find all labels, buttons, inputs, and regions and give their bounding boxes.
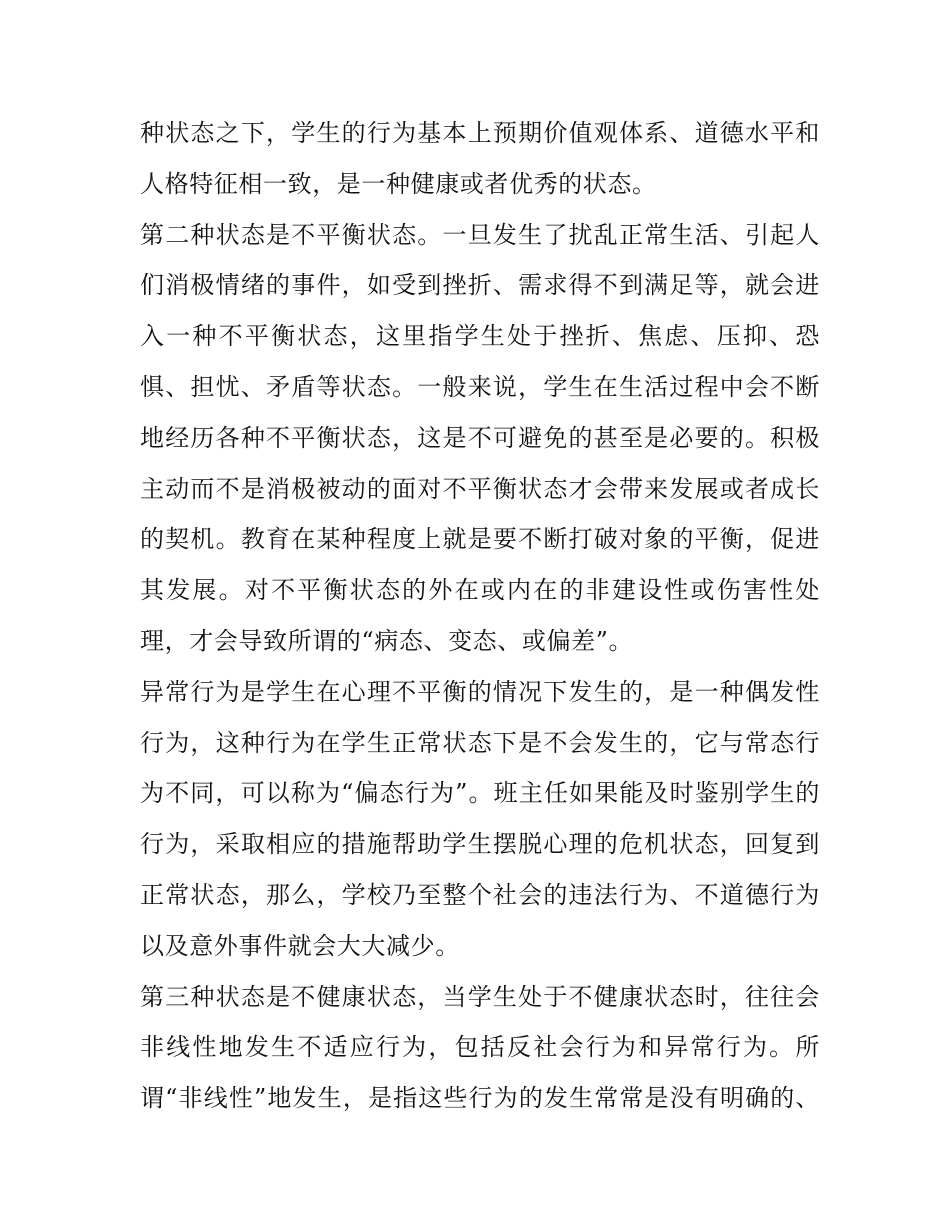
text-line: 的契机。教育在某种程度上就是要不断打破对象的平衡，促进 bbox=[140, 525, 820, 554]
text-line: 地经历各种不平衡状态，这是不可避免的甚至是必要的。积极 bbox=[140, 423, 820, 452]
text-line: 第二种状态是不平衡状态。一旦发生了扰乱正常生活、引起人 bbox=[140, 220, 820, 249]
text-line: 第三种状态是不健康状态，当学生处于不健康状态时，往往会 bbox=[140, 982, 820, 1011]
text-line: 人格特征相一致，是一种健康或者优秀的状态。 bbox=[140, 169, 657, 198]
text-line: 入一种不平衡状态，这里指学生处于挫折、焦虑、压抑、恐 bbox=[140, 322, 820, 351]
text-line: 们消极情绪的事件，如受到挫折、需求得不到满足等，就会进 bbox=[140, 271, 820, 300]
text-line: 以及意外事件就会大大减少。 bbox=[140, 931, 460, 960]
text-line: 谓“非线性”地发生，是指这些行为的发生常常是没有明确的、 bbox=[140, 1084, 820, 1113]
text-line: 种状态之下，学生的行为基本上预期价值观体系、道德水平和 bbox=[140, 119, 820, 147]
text-line: 为不同，可以称为“偏态行为”。班主任如果能及时鉴别学生的 bbox=[140, 779, 820, 808]
text-line: 行为，这种行为在学生正常状态下是不会发生的，它与常态行 bbox=[140, 728, 820, 757]
text-line: 非线性地发生不适应行为，包括反社会行为和异常行为。所 bbox=[140, 1033, 820, 1062]
body-text bbox=[140, 108, 820, 1124]
text-line: 正常状态，那么，学校乃至整个社会的违法行为、不道德行为 bbox=[140, 880, 820, 909]
text-line: 理，才会导致所谓的“病态、变态、或偏差”。 bbox=[140, 626, 634, 655]
text-line: 惧、担忧、矛盾等状态。一般来说，学生在生活过程中会不断 bbox=[140, 372, 820, 401]
text-line: 行为，采取相应的措施帮助学生摆脱心理的危机状态，回复到 bbox=[140, 830, 820, 859]
text-line: 其发展。对不平衡状态的外在或内在的非建设性或伤害性处 bbox=[140, 576, 820, 605]
text-line: 异常行为是学生在心理不平衡的情况下发生的，是一种偶发性 bbox=[140, 677, 820, 706]
text-line: 主动而不是消极被动的面对不平衡状态才会带来发展或者成长 bbox=[140, 474, 820, 503]
